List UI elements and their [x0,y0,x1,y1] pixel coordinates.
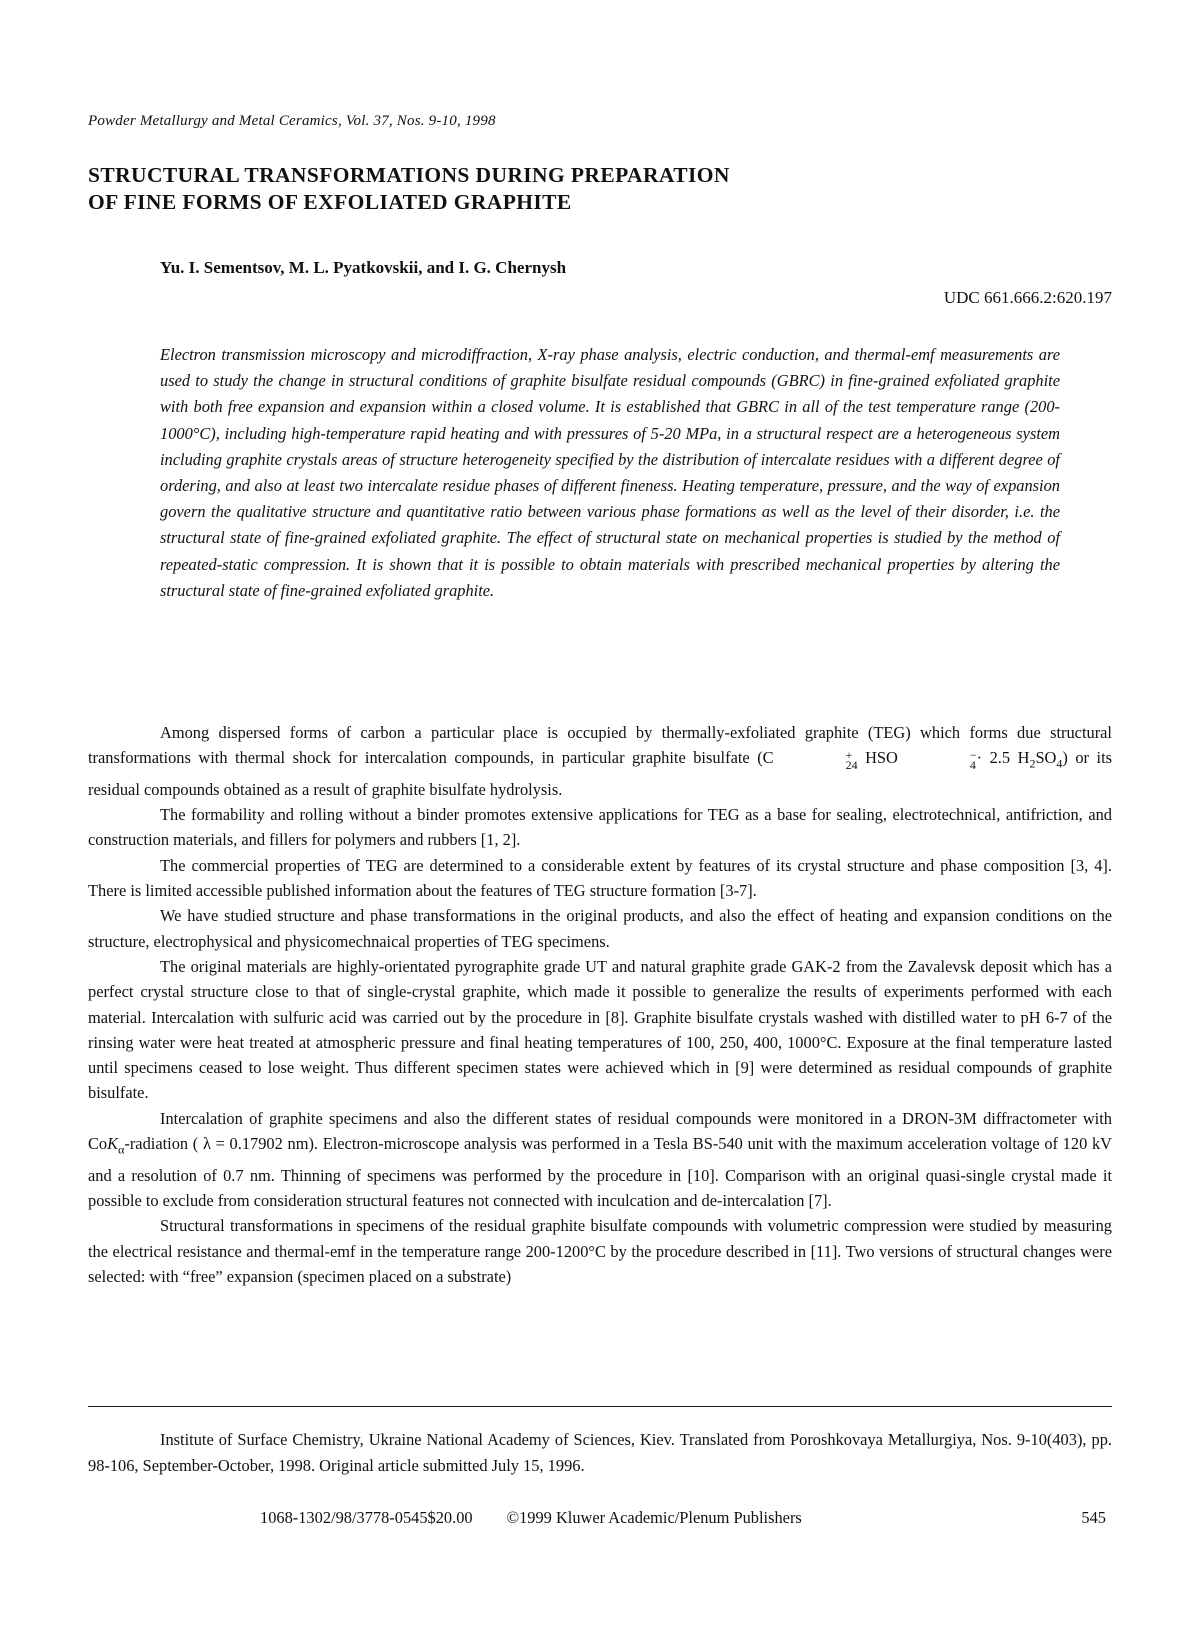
body-paragraph: The original materials are highly-orientated pyrographite grade UT and natural graphite grade GAK-2 from the Zavalevsk deposit which has a perfect crystal structure close to that of single-crystal graphite, which made it possible to generalize the results of experiments performed with each material. Intercalation with sulfuric acid was carried out by the procedure in [8]. Graphite bisulfate crystals washed with distilled water to pH 6-7 of the rinsing water were heat treated at atmospheric pressure and final heating temperatures of 100, 250, 400, 1000°C. Exposure at the final temperature lasted until specimens ceased to lose weight. Thus different specimen states were achieved which in [9] were determined as residual compounds of graphite bisulfate. [88,956,1112,1103]
page-number: 545 [1081,1508,1106,1527]
udc-code: UDC 661.666.2:620.197 [943,288,1112,307]
issn-price-code: 1068-1302/98/3778-0545$20.00 [260,1508,473,1527]
body-paragraph: The formability and rolling without a binder promotes extensive applications for TEG as a base for sealing, electrotechnical, antifriction, and construction materials, and fillers for polymers and rubbers [1, 2]. [88,805,1112,850]
body-paragraph: Structural transformations in specimens of the residual graphite bisulfate compounds with volumetric compression were studied by measuring the electrical resistance and thermal-emf in the temperature range 200-1200°C by the procedure described in [11]. Two versions of structural changes were selected: with “free” expansion (specimen placed on a substrate) [88,1216,1112,1286]
chemical-formula: (C + 24 HSO − 4 · 2.5 $H_2SO_4$) [757,747,1068,772]
body-paragraph: The commercial properties of TEG are determined to a considerable extent by features of its crystal structure and phase composition [3, 4]. There is limited accessible published information about the features of TEG structure formation [3-7]. [88,855,1112,901]
article-body [88,720,1112,1289]
article-title [88,162,1108,216]
copyright-line [260,1508,802,1528]
author-list: Yu. I. Sementsov, M. L. Pyatkovskii, and I. G. Chernysh [160,258,567,277]
body-paragraph: Among dispersed forms of carbon a particular place is occupied by thermally-exfoliated graphite (TEG) which forms due structural transformations with thermal shock for intercalation compounds, in particular graphite bisulfate (C + 24 HSO − 4 · 2.5 $H_2SO_4$) or its residual compounds obtained as a result of graphite bisulfate hydrolysis. [88,723,1112,799]
body-paragraph: We have studied structure and phase transformations in the original products, and also the effect of heating and expansion conditions on the structure, electrophysical and physicomechnaical properties of TEG specimens. [88,906,1112,951]
footnote-divider [88,1406,1112,1407]
journal-citation: Powder Metallurgy and Metal Ceramics, Vol. 37, Nos. 9-10, 1998 [88,113,496,129]
affiliation-footnote: Institute of Surface Chemistry, Ukraine National Academy of Sciences, Kiev. Translated from Poroshkovaya Metallurgiya, Nos. 9-10(403), pp. 98-106, September-October, 1998. Original article submitted July 15, 1996. [88,1430,1112,1475]
abstract: Electron transmission microscopy and microdiffraction, X-ray phase analysis, electric conduction, and thermal-emf measurements are used to study the change in structural conditions of graphite bisulfate residual compounds (GBRC) in fine-grained exfoliated graphite with both free expansion and expansion within a closed volume. It is established that GBRC in all of the test temperature range (200-1000°C), including high-temperature rapid heating and with pressures of 5-20 MPa, in a structural respect are a heterogeneous system including graphite crystals areas of structure heterogeneity specified by the distribution of intercalate residues with a different degree of ordering, and also at least two intercalate residue phases of different fineness. Heating temperature, pressure, and the way of expansion govern the qualitative structure and quantitative ratio between various phase formations as well as the level of their disorder, i.e. the structural state of fine-grained exfoliated graphite. The effect of structural state on mechanical properties is studied by the method of repeated-static compression. It is shown that it is possible to obtain materials with prescribed mechanical properties by altering the structural state of fine-grained exfoliated graphite. [160,345,1060,600]
copyright-notice: ©1999 Kluwer Academic/Plenum Publishers [506,1508,802,1527]
title-line-1: STRUCTURAL TRANSFORMATIONS DURING PREPARATION [88,163,730,187]
title-line-2: OF FINE FORMS OF EXFOLIATED GRAPHITE [88,190,572,214]
body-paragraph: Intercalation of graphite specimens and also the different states of residual compounds were monitored in a DRON-3M diffractometer with CoK$_\alpha$-radiation ( λ = 0.17902 nm). Electron-microscope analysis was performed in a Tesla BS-540 unit with the maximum acceleration voltage of 120 kV and a resolution of 0.7 nm. Thinning of specimens was performed by the procedure in [10]. Comparison with an original quasi-single crystal made it possible to exclude from consideration structural features not connected with inculcation and de-intercalation [7]. [88,1108,1112,1210]
